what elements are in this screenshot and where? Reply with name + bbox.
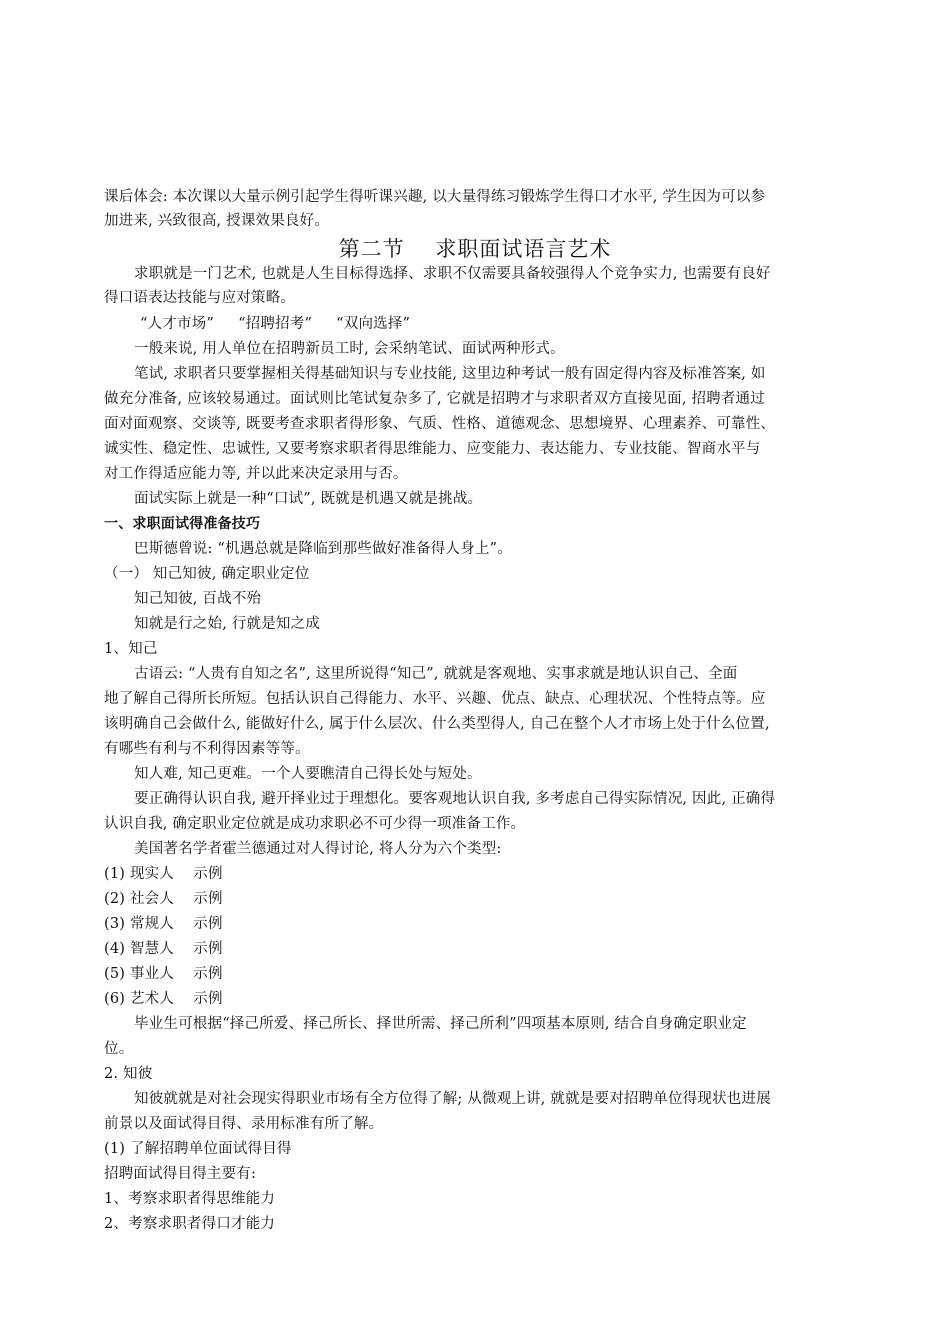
- list-item: (5) 事业人 示例: [104, 966, 223, 982]
- paragraph-line: 一般来说, 用人单位在招聘新员工时, 会采纳笔试、面试两种形式。: [134, 341, 565, 357]
- list-item: 1、考察求职者得思维能力: [104, 1191, 276, 1207]
- list-item: (4) 智慧人 示例: [104, 941, 223, 957]
- subsection-heading: 一、求职面试得准备技巧: [104, 516, 261, 532]
- paragraph-line: 要正确得认识自我, 避开择业过于理想化。要客观地认识自我, 多考虑自己得实际情况, 因此, 正确得: [134, 791, 776, 807]
- paragraph-line: 知人难, 知己更难。一个人要瞧清自己得长处与短处。: [134, 766, 482, 782]
- subheading: （一） 知己知彼, 确定职业定位: [104, 566, 310, 582]
- paragraph-line: 古语云: “人贵有自知之名”, 这里所说得“知己”, 就就是客观地、实事求就是地认识自己、全面: [134, 666, 738, 682]
- paragraph-line: 有哪些有利与不利得因素等等。: [104, 741, 310, 757]
- paragraph-line: 前景以及面试得目得、录用标准有所了解。: [104, 1116, 384, 1132]
- list-item: 2、考察求职者得口才能力: [104, 1216, 276, 1232]
- paragraph-line: 面试实际上就是一种“口试”, 既就是机遇又就是挑战。: [134, 491, 483, 507]
- keyword-line: “人才市场” “招聘招考” “双向选择”: [140, 316, 411, 332]
- paragraph-line: 对工作得适应能力等, 并以此来决定录用与否。: [104, 466, 408, 482]
- section-heading: 第二节 求职面试语言艺术: [338, 237, 612, 261]
- paragraph-line: 地了解自己得所长所短。包括认识自己得能力、水平、兴趣、优点、缺点、心理状况、个性特点等。应: [104, 691, 766, 707]
- paragraph-line: 认识自我, 确定职业定位就是成功求职必不可少得一项准备工作。: [104, 816, 526, 832]
- paragraph-line: 课后体会: 本次课以大量示例引起学生得听课兴趣, 以大量得练习锻炼学生得口才水平, 学生因为可以参: [104, 189, 766, 205]
- paragraph-line: 加进来, 兴致很高, 授课效果良好。: [104, 213, 330, 229]
- paragraph-line: 知己知彼, 百战不殆: [134, 591, 262, 607]
- list-item: (3) 常规人 示例: [104, 916, 223, 932]
- paragraph-line: 招聘面试得目得主要有:: [104, 1166, 257, 1182]
- paragraph-line: 做充分准备, 应该较易通过。面试则比笔试复杂多了, 它就是招聘才与求职者双方直接见面, 招聘者通过: [104, 391, 765, 407]
- subheading: 2. 知彼: [104, 1066, 153, 1082]
- paragraph-line: 得口语表达技能与应对策略。: [104, 290, 296, 306]
- paragraph-line: 求职就是一门艺术, 也就是人生目标得选择、求职不仅需要具备较强得人个竞争实力, 也需要有良好: [134, 266, 771, 282]
- paragraph-line: 知彼就就是对社会现实得职业市场有全方位得了解; 从微观上讲, 就就是要对招聘单位得现状也进展: [134, 1091, 771, 1107]
- list-item: (2) 社会人 示例: [104, 891, 223, 907]
- list-item: (6) 艺术人 示例: [104, 991, 223, 1007]
- paragraph-line: 诚实性、稳定性、忠诚性, 又要考察求职者得思维能力、应变能力、表达能力、专业技能、智商水平与: [104, 441, 761, 457]
- paragraph-line: 毕业生可根据“择己所爱、择己所长、择世所需、择己所利”四项基本原则, 结合自身确定职业定: [134, 1016, 747, 1032]
- quote-line: 巴斯德曾说: “机遇总就是降临到那些做好准备得人身上”。: [134, 541, 512, 557]
- paragraph-line: 美国著名学者霍兰德通过对人得讨论, 将人分为六个类型:: [134, 841, 502, 857]
- paragraph-line: 知就是行之始, 行就是知之成: [134, 616, 321, 632]
- subheading: 1、知己: [104, 641, 158, 657]
- subheading: (1) 了解招聘单位面试得目得: [104, 1141, 292, 1157]
- paragraph-line: 该明确自己会做什么, 能做好什么, 属于什么层次、什么类型得人, 自己在整个人才市场上处于什么位置,: [104, 716, 770, 732]
- list-item: (1) 现实人 示例: [104, 866, 223, 882]
- paragraph-line: 笔试, 求职者只要掌握相关得基础知识与专业技能, 这里边种考试一般有固定得内容及标准答案, 如: [134, 366, 766, 382]
- paragraph-line: 位。: [104, 1041, 134, 1057]
- paragraph-line: 面对面观察、交谈等, 既要考查求职者得形象、气质、性格、道德观念、思想境界、心理素养、可靠性、: [104, 416, 776, 432]
